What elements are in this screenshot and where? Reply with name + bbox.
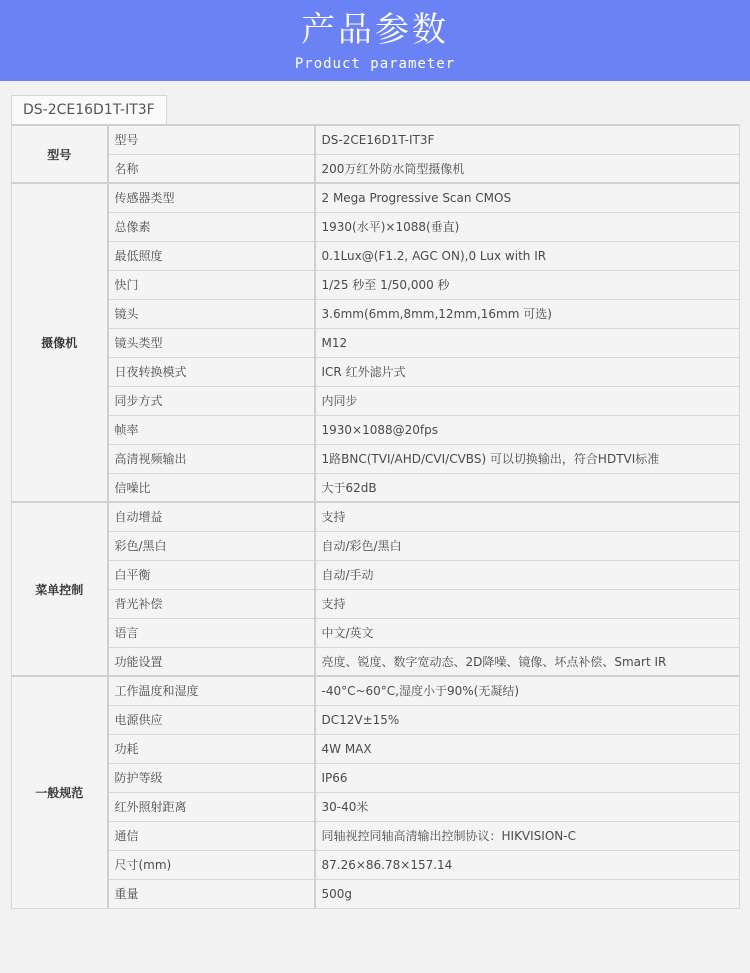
table-row xyxy=(12,676,740,705)
spec-label: 名称 xyxy=(108,154,315,183)
group-header: 型号 xyxy=(12,125,108,183)
table-row xyxy=(12,444,740,473)
table-row xyxy=(12,415,740,444)
table-row xyxy=(12,183,740,212)
spec-label: 帧率 xyxy=(108,415,315,444)
spec-label: 白平衡 xyxy=(108,560,315,589)
spec-value: 支持 xyxy=(315,589,740,618)
spec-value: 内同步 xyxy=(315,386,740,415)
table-row xyxy=(12,125,740,154)
table-row xyxy=(12,386,740,415)
spec-label: 防护等级 xyxy=(108,763,315,792)
spec-value: 大于62dB xyxy=(315,473,740,502)
table-row xyxy=(12,473,740,502)
table-row xyxy=(12,241,740,270)
spec-value: 1930(水平)×1088(垂直) xyxy=(315,212,740,241)
spec-value: 中文/英文 xyxy=(315,618,740,647)
table-row xyxy=(12,763,740,792)
spec-value: 200万红外防水筒型摄像机 xyxy=(315,154,740,183)
spec-value: 支持 xyxy=(315,502,740,531)
spec-label: 型号 xyxy=(108,125,315,154)
table-row xyxy=(12,618,740,647)
spec-label: 电源供应 xyxy=(108,705,315,734)
group-header: 摄像机 xyxy=(12,183,108,502)
spec-label: 红外照射距离 xyxy=(108,792,315,821)
table-row xyxy=(12,850,740,879)
table-row xyxy=(12,560,740,589)
group-header: 菜单控制 xyxy=(12,502,108,676)
spec-label: 信噪比 xyxy=(108,473,315,502)
table-row xyxy=(12,734,740,763)
spec-table-body xyxy=(12,125,740,908)
spec-value: DS-2CE16D1T-IT3F xyxy=(315,125,740,154)
spec-value: 1路BNC(TVI/AHD/CVI/CVBS) 可以切换输出，符合HDTVI标准 xyxy=(315,444,740,473)
table-row xyxy=(12,357,740,386)
spec-label: 镜头类型 xyxy=(108,328,315,357)
spec-label: 工作温度和湿度 xyxy=(108,676,315,705)
spec-label: 背光补偿 xyxy=(108,589,315,618)
table-row xyxy=(12,879,740,908)
spec-value: 1930×1088@20fps xyxy=(315,415,740,444)
spec-value: 0.1Lux@(F1.2, AGC ON),0 Lux with IR xyxy=(315,241,740,270)
table-row xyxy=(12,589,740,618)
table-row xyxy=(12,705,740,734)
header-banner xyxy=(0,0,750,81)
page-title: 产品参数 xyxy=(301,10,449,50)
spec-label: 自动增益 xyxy=(108,502,315,531)
spec-value: 500g xyxy=(315,879,740,908)
spec-table xyxy=(11,124,740,909)
spec-value: M12 xyxy=(315,328,740,357)
spec-value: 同轴视控同轴高清输出控制协议：HIKVISION-C xyxy=(315,821,740,850)
page-subtitle: Product parameter xyxy=(294,56,456,72)
spec-label: 日夜转换模式 xyxy=(108,357,315,386)
spec-value: DC12V±15% xyxy=(315,705,740,734)
spec-label: 最低照度 xyxy=(108,241,315,270)
table-row xyxy=(12,299,740,328)
spec-label: 快门 xyxy=(108,270,315,299)
spec-label: 重量 xyxy=(108,879,315,908)
spec-label: 功耗 xyxy=(108,734,315,763)
spec-value: -40°C~60°C,湿度小于90%(无凝结) xyxy=(315,676,740,705)
spec-label: 功能设置 xyxy=(108,647,315,676)
spec-value: 亮度、锐度、数字宽动态、2D降噪、镜像、坏点补偿、Smart IR xyxy=(315,647,740,676)
spec-label: 通信 xyxy=(108,821,315,850)
table-row xyxy=(12,502,740,531)
spec-value: 2 Mega Progressive Scan CMOS xyxy=(315,183,740,212)
spec-label: 尺寸(mm) xyxy=(108,850,315,879)
spec-value: 30-40米 xyxy=(315,792,740,821)
table-row xyxy=(12,212,740,241)
table-row xyxy=(12,270,740,299)
group-header: 一般规范 xyxy=(12,676,108,908)
spec-value: ICR 红外滤片式 xyxy=(315,357,740,386)
table-row xyxy=(12,328,740,357)
spec-value: 1/25 秒至 1/50,000 秒 xyxy=(315,270,740,299)
table-row xyxy=(12,531,740,560)
spec-value: IP66 xyxy=(315,763,740,792)
spec-value: 自动/彩色/黑白 xyxy=(315,531,740,560)
spec-label: 语言 xyxy=(108,618,315,647)
spec-value: 自动/手动 xyxy=(315,560,740,589)
spec-label: 总像素 xyxy=(108,212,315,241)
spec-value: 4W MAX xyxy=(315,734,740,763)
table-row xyxy=(12,154,740,183)
table-row xyxy=(12,647,740,676)
spec-label: 同步方式 xyxy=(108,386,315,415)
spec-value: 87.26×86.78×157.14 xyxy=(315,850,740,879)
spec-label: 彩色/黑白 xyxy=(108,531,315,560)
model-tab: DS-2CE16D1T-IT3F xyxy=(11,95,167,124)
spec-label: 镜头 xyxy=(108,299,315,328)
spec-label: 传感器类型 xyxy=(108,183,315,212)
spec-label: 高清视频输出 xyxy=(108,444,315,473)
table-row xyxy=(12,792,740,821)
spec-value: 3.6mm(6mm,8mm,12mm,16mm 可选) xyxy=(315,299,740,328)
table-row xyxy=(12,821,740,850)
